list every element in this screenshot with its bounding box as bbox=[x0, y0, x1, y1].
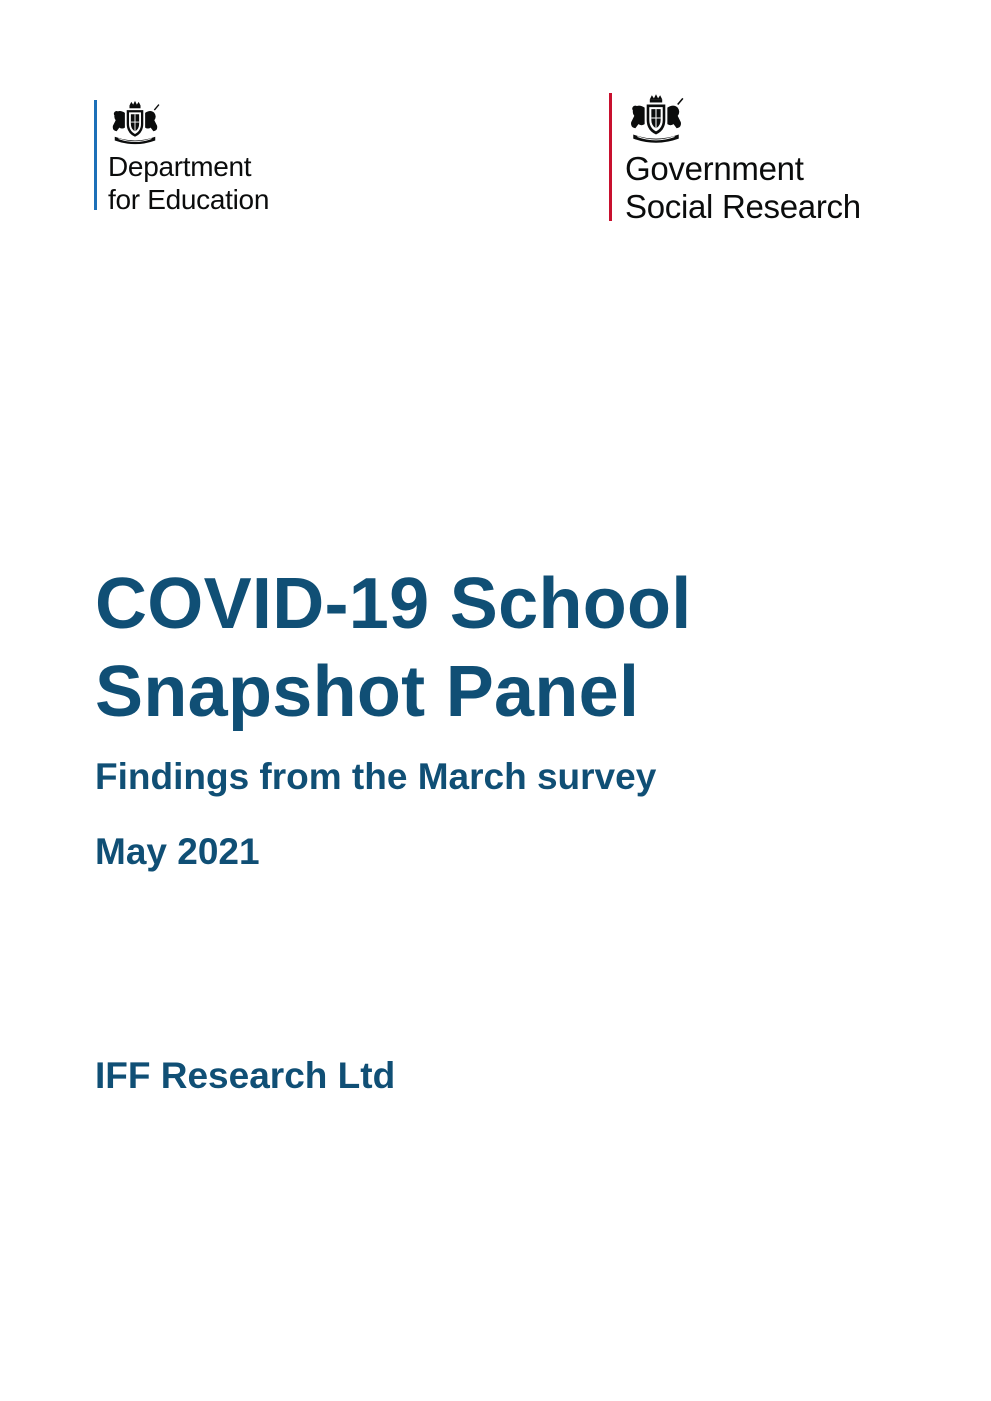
dfe-logo-line1: Department bbox=[108, 151, 252, 182]
report-title-line1: COVID-19 School bbox=[95, 564, 692, 644]
report-author: IFF Research Ltd bbox=[95, 1055, 396, 1096]
royal-coat-of-arms-icon bbox=[107, 100, 163, 146]
report-title bbox=[95, 560, 692, 736]
report-title-line2: Snapshot Panel bbox=[95, 652, 640, 732]
gsr-logo-line1: Government bbox=[625, 150, 804, 187]
royal-coat-of-arms-icon bbox=[625, 93, 687, 145]
dfe-logo-line2: for Education bbox=[108, 184, 270, 215]
report-subtitle: Findings from the March survey bbox=[95, 756, 657, 797]
gsr-logo-bar bbox=[609, 93, 612, 221]
gsr-logo bbox=[609, 93, 889, 223]
report-date: May 2021 bbox=[95, 831, 260, 872]
dfe-logo bbox=[94, 100, 314, 215]
gsr-logo-line2: Social Research bbox=[625, 188, 861, 225]
dfe-logo-bar bbox=[94, 100, 97, 210]
